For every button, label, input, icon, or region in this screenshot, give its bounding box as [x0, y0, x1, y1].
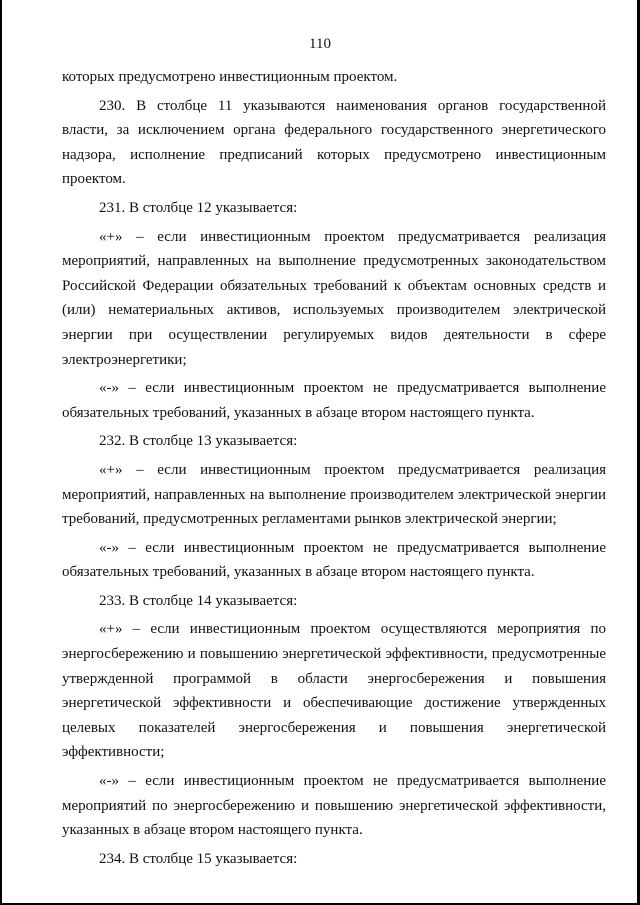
paragraph-233: 233. В столбце 14 указывается: — [99, 592, 298, 609]
page-number: 110 — [309, 36, 331, 52]
paragraph-232: 232. В столбце 13 указывается: — [99, 433, 298, 450]
paragraph-233-minus: «-» – если инвестиционным проектом не предусматривается выполнение мероприятий по энергосбережению и повышению энергетической эффективности, указанных в абзаце втором настоящего пункта. — [62, 773, 606, 839]
paragraph-232-minus: «-» – если инвестиционным проектом не предусматривается выполнение обязательных требований, указанных в абзаце втором настоящего пункта. — [62, 539, 606, 581]
paragraph-233-plus: «+» – если инвестиционным проектом осуществляются мероприятия по энергосбережению и повышению энергетической эффективности, предусмотренные утвержденной программой в области энергосбережения и повышения энергетической эффективности и обеспечивающие достижение утвержденных целевых показателей энергосбережения и повышения энергетической эффективности; — [62, 621, 606, 761]
paragraph-231-plus: «+» – если инвестиционным проектом предусматривается реализация мероприятий, направленных на выполнение предусмотренных законодательством Российской Федерации обязательных требований к объектам основных средств и (или) нематериальных активов, используемых производителем электрической энергии при осуществлении регулируемых видов деятельности в сфере электроэнергетики; — [62, 228, 606, 368]
paragraph-231: 231. В столбце 12 указывается: — [99, 199, 298, 216]
paragraph-231-minus: «-» – если инвестиционным проектом не предусматривается выполнение обязательных требований, указанных в абзаце втором настоящего пункта. — [62, 380, 606, 421]
paragraph-230: 230. В столбце 11 указываются наименования органов государственной власти, за исключением органа федерального государственного энергетического надзора, исполнение предписаний которых предусмотрено инвестиционным проектом. — [62, 97, 606, 188]
scan-edge-left — [0, 0, 2, 905]
paragraph-232-plus: «+» – если инвестиционным проектом предусматривается реализация мероприятий, направленных на выполнение производителем электрической энергии требований, предусмотренных регламентами рынков электрической энергии; — [62, 461, 606, 528]
paragraph-234: 234. В столбце 15 указывается: — [99, 850, 298, 867]
paragraph-continuation: которых предусмотрено инвестиционным проектом. — [62, 69, 398, 85]
body-text — [62, 65, 606, 875]
